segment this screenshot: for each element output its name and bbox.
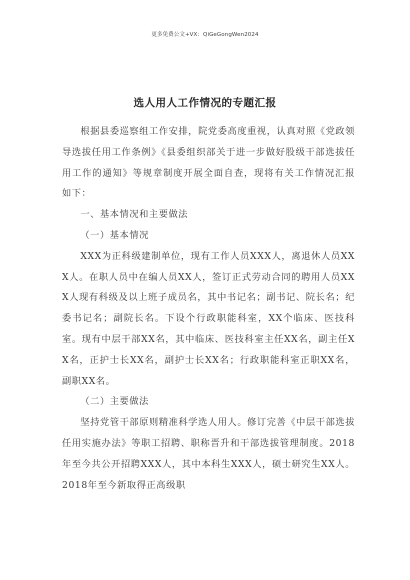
subsection-heading-main-practices: （二）主要做法: [80, 396, 149, 408]
section-heading-basic-situation: 一、基本情况和主要做法: [80, 209, 189, 221]
subsection-heading-basic-info: （一）基本情况: [80, 229, 149, 241]
document-title: 选人用人工作情况的专题汇报: [133, 97, 277, 109]
basic-info-paragraph: XXX为正科级建制单位，现有工作人员XXX人，离退休人员XXX人。在职人员中在编人员XX人，签订正式劳动合同的聘用人员XXX人现有科级及以上班子成员名，其中书记名；副书记、院长名；纪委书记名；副院长名。下设个行政职能科室，XX个临床、医技科室。现有中层干部XX名，其中临床、医技科室主任XX名，副主任XX名，正护士长XX名，副护士长XX名；行政职能科室正职XX名，副职XX名。: [62, 250, 355, 387]
document-body: [62, 122, 355, 496]
intro-paragraph: 根据县委巡察组工作安排，院党委高度重视，认真对照《党政领导选拔任用工作条例》《县委组织部关于进一步做好股级干部选拔任用工作的通知》等规章制度开展全面自查，现将有关工作情况汇报如下：: [62, 126, 355, 200]
main-practices-paragraph: 坚持党管干部原则精准科学选人用人。修订完善《中层干部选拔任用实施办法》等职工招聘、职称晋升和干部选拔管理制度。2018年至今共公开招聘XXX人，其中本科生XXX人，硕士研究生XX人。2018年至今新取得正高级职: [62, 417, 355, 491]
header-note: 更多免费公文+VX：QiGeGongWen2024: [151, 32, 259, 38]
